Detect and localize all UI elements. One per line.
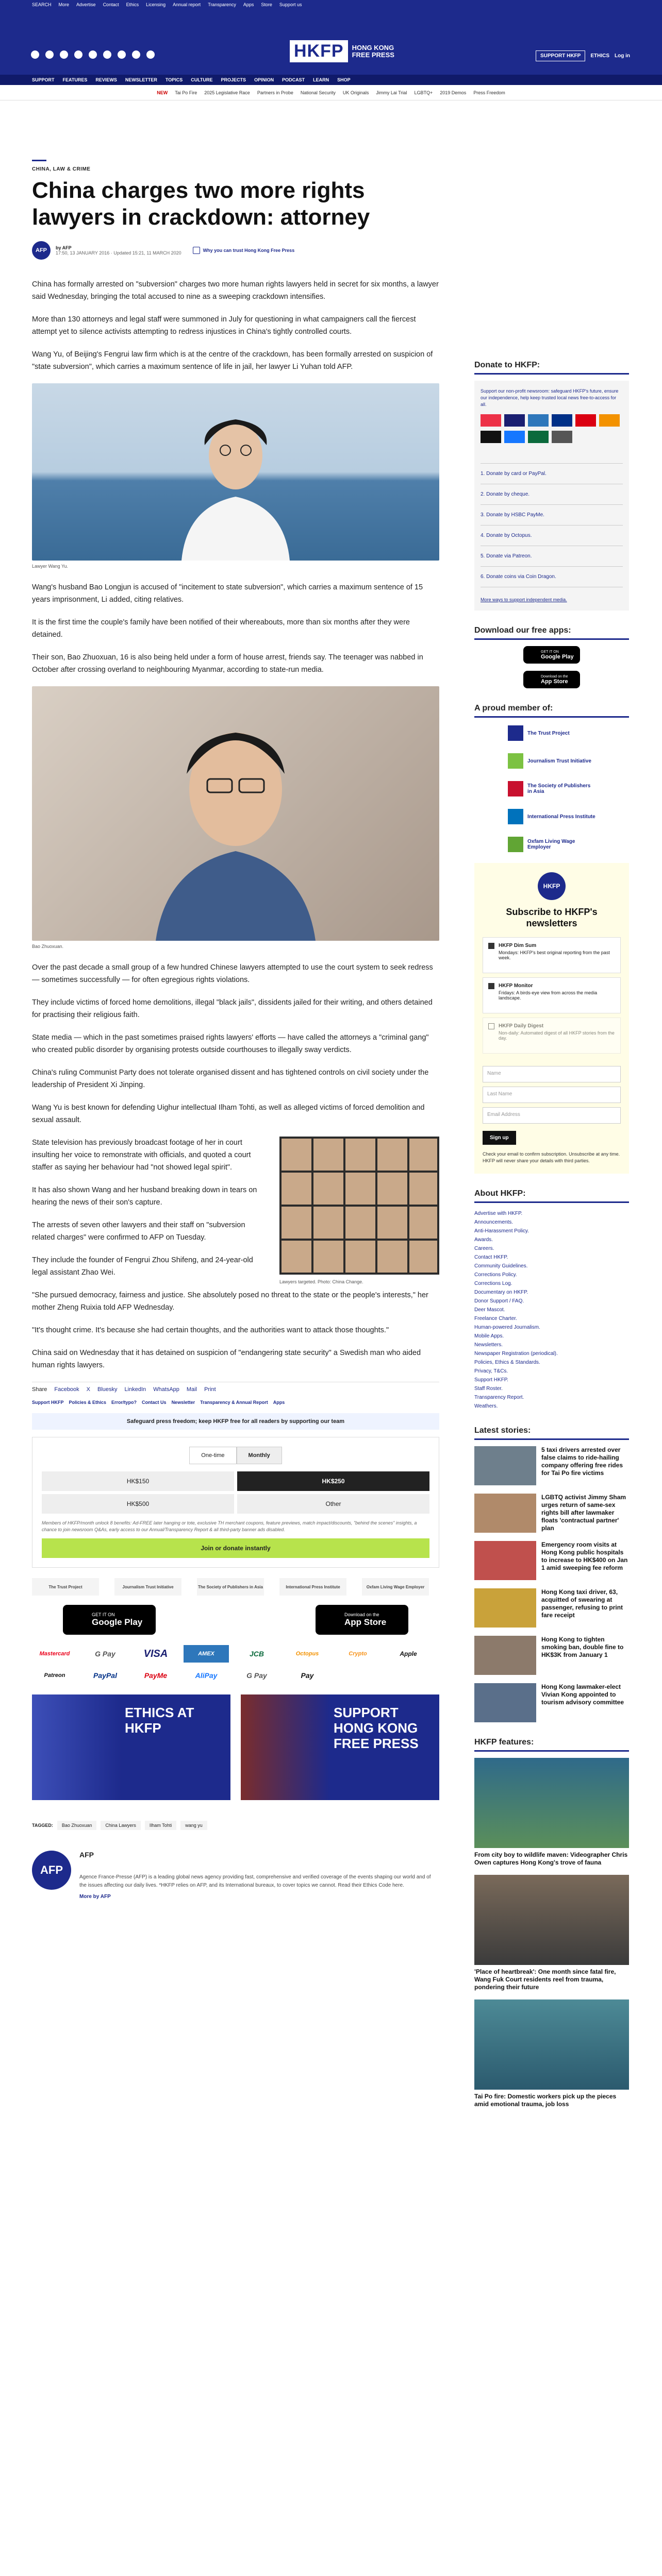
lawyers-grid [279,1137,439,1275]
donate-panel [474,381,629,611]
article-paragraph: State media — which in the past sometimes praised rights lawyers' efforts — have called the attorneys a "criminal gang" who created public disorder by organising protests outside courthouses to illegally sway verdicts. [32,1033,429,1054]
about-link[interactable]: Newsletters. [474,1342,503,1348]
link-error[interactable]: Error/typo? [111,1400,137,1405]
photo-caption: Lawyer Wang Yu. [32,564,69,569]
newsletter-name: HKFP Dim Sum [499,943,537,948]
trending-item[interactable]: LGBTQ+ [414,90,433,95]
sidebar [474,361,629,2116]
trending-item[interactable]: 2025 Legislative Race [204,90,250,95]
trending-item[interactable]: Partners in Probe [257,90,293,95]
nav-projects[interactable]: PROJECTS [221,77,246,82]
sopa-icon [508,781,523,796]
jti-icon [508,753,523,769]
tag[interactable]: Ilham Tohti [145,1821,176,1830]
donate-option-payme[interactable]: 3. Donate by HSBC PayMe. [481,505,623,526]
latest-story[interactable] [474,1588,629,1628]
alipay-logo: AliPay [195,1671,218,1680]
article-paragraph: "It's thought crime. It's because she had certain thoughts, and the authorities want to attack those thoughts." [32,1326,389,1334]
article-category[interactable]: CHINA, LAW & CRIME [32,160,439,172]
article-paragraph: Over the past decade a small group of a few hundred Chinese lawyers attempted to use the court system to seek redress — sometimes successfully — for often egregious rights violations. [32,963,433,984]
publish-date: 17:50, 13 JANUARY 2016 [56,250,110,256]
about-link[interactable]: Deer Mascot. [474,1307,505,1313]
latest-story[interactable] [474,1494,629,1533]
article-paragraph: They include the founder of Fengrui Zhou Shifeng, and 24-year-old legal assistant Zhao Wei. [32,1256,253,1277]
x-icon[interactable] [45,50,54,59]
story-title[interactable]: Emergency room visits at Hong Kong public hospitals to increase to HK$400 on Jan 1 amid sweeping fee reform [541,1541,628,1571]
amount-option-other[interactable]: Other [237,1494,429,1514]
as-label: App Store [541,678,568,685]
article-paragraph: More than 130 attorneys and legal staff were summoned in July for questioning in what campaigners call the fiercest attempt yet to silence activists attempting to redress injustices in China's tightly controlled courts. [32,315,416,336]
about-link[interactable]: Transparency Report. [474,1395,524,1400]
newsletter-name: HKFP Daily Digest [499,1023,544,1029]
donate-option-cheque[interactable]: 2. Donate by cheque. [481,484,623,505]
story-title[interactable]: Hong Kong taxi driver, 63, acquitted of swearing at passenger, refusing to print fare receipt [541,1588,623,1619]
trending-item[interactable]: Tai Po Fire [175,90,197,95]
as-label: App Store [344,1617,387,1627]
story-thumbnail[interactable] [474,1494,536,1533]
as-top: Download on the [344,1612,379,1617]
latest-story[interactable] [474,1541,629,1580]
google-play-button[interactable] [63,1605,156,1635]
byline: AFP by AFP 17:50, 13 JANUARY 2016 · Updated 15:21, 11 MARCH 2020 Why you can trust Hong Kong Free Press [32,241,439,260]
member-name: The Society of Publishers in Asia [527,783,591,794]
payment-methods [32,1645,439,1684]
as-top: Download on the [541,674,568,679]
nav-podcast[interactable]: PODCAST [282,77,305,82]
tag[interactable]: Bao Zhuoxuan [57,1821,97,1830]
jti-logo[interactable]: Journalism Trust Initiative [114,1578,181,1596]
ethics-link[interactable]: Ethics [126,2,139,7]
sidebar-app-store[interactable] [523,671,580,688]
article [32,160,439,1900]
about-link[interactable]: Mobile Apps. [474,1333,504,1339]
annual-report-link[interactable]: Annual report [173,2,201,7]
article-footer-links [32,1400,439,1405]
photo-caption: Bao Zhuoxuan. [32,944,64,949]
latest-story[interactable] [474,1446,629,1485]
signup-button[interactable]: Sign up [483,1131,516,1145]
share-linkedin[interactable]: LinkedIn [124,1386,146,1393]
photo-caption: Lawyers targeted. Photo: China Change. [279,1279,363,1284]
oxfam-icon [508,837,523,852]
crypto-logo: Crypto [349,1651,367,1657]
features-list [474,1758,629,2108]
octopus-logo: Octopus [295,1651,319,1657]
about-list [474,1209,629,1411]
gpay-logo-2: G Pay [246,1671,267,1680]
article-paragraph: It has also shown Wang and her husband breaking down in tears on hearing the news of their son's capture. [32,1186,257,1207]
nav-culture[interactable]: CULTURE [191,77,213,82]
trust-project-logo[interactable]: The Trust Project [32,1578,99,1596]
gpay-logo: G Pay [95,1650,115,1658]
article-paragraph: China's ruling Communist Party does not tolerate organised dissent and has tightened controls on civil society under the leadership of President Xi Jinping. [32,1069,429,1089]
trending-item[interactable]: National Security [300,90,336,95]
donate-text[interactable]: Support our non-profit newsroom: safeguard HKFP's future, ensure our independence, help keep trusted local news free-to-access for all. [481,388,619,407]
paypal-logo: PayPal [93,1671,117,1680]
nav-newsletter[interactable]: NEWSLETTER [125,77,157,82]
article-paragraph: China has formally arrested on "subversion" charges two more human rights lawyers held in secret for six months, a lawyer said Wednesday, bringing the total accused to nine as a sweeping crackdown intensifies. [32,280,439,301]
author-box-avatar[interactable]: AFP [32,1851,71,1890]
feature-story[interactable] [474,1875,629,1991]
share-bluesky[interactable]: Bluesky [97,1386,118,1393]
about-link[interactable]: Awards. [474,1237,493,1243]
freq-monthly[interactable]: Monthly [237,1447,282,1464]
share-whatsapp[interactable]: WhatsApp [153,1386,179,1393]
facebook-icon[interactable] [31,50,39,59]
support-us-link[interactable]: Support us [279,2,302,7]
trending-bar [0,85,662,100]
feature-thumbnail[interactable] [474,1999,629,2090]
member-name: The Trust Project [527,730,570,736]
about-heading: About HKFP: [474,1189,629,1203]
email-field[interactable]: Email Address [483,1107,621,1124]
checkbox-checked-icon[interactable] [488,943,494,949]
jti-logo[interactable] [508,752,595,770]
newsletter-option[interactable] [483,1018,621,1054]
about-link[interactable]: Anti-Harassment Policy. [474,1228,529,1234]
donation-note: Members of HKFP/month unlock 8 benefits: Ad-FREE later hanging or tote, exclusive TH merchant coupons, feature previews, match impact/discounts, "behind the scenes" insights, a chance to join newsroom Q&As, early access to our Annual/Transparency Report & all third-party banner ads disabled. [42,1520,417,1532]
feature-thumbnail[interactable] [474,1875,629,1965]
about-link[interactable]: Policies, Ethics & Standards. [474,1360,540,1365]
transparency-link[interactable]: Transparency [208,2,236,7]
nav-support[interactable]: SUPPORT [32,77,55,82]
app-store-button[interactable] [316,1605,408,1635]
trust-project-logo[interactable] [508,724,595,742]
link-apps[interactable]: Apps [273,1400,285,1405]
about-link[interactable]: Advertise with HKFP. [474,1211,523,1216]
article-paragraph: They include victims of forced home demolitions, illegal "black jails", dissidents jailed for their writing, and others detained for practising their religious faith. [32,998,433,1019]
lawyers-grid-photo [279,1137,439,1284]
name-field[interactable]: Name [483,1066,621,1082]
gp-label: Google Play [541,653,574,660]
payme-logo: PayMe [144,1671,168,1680]
tags [32,1821,439,1830]
store-link[interactable]: Store [261,2,272,7]
about-link[interactable]: Newspaper Registration (periodical). [474,1351,558,1357]
story-thumbnail[interactable] [474,1683,536,1722]
article-paragraph: "She pursued democracy, fairness and justice. She absolutely posed no threat to the state or the people's interests," her mother Zheng Ruixia told AFP Wednesday. [32,1291,428,1312]
about-link[interactable]: Corrections Log. [474,1281,512,1286]
share-bar [32,1382,439,1393]
main-nav [0,75,662,85]
about-link[interactable]: Support HKFP. [474,1377,508,1383]
join-donate-button[interactable]: Join or donate instantly [42,1538,429,1558]
member-name: Oxfam Living Wage Employer [527,839,575,850]
author-name[interactable]: by AFP [56,245,72,250]
member-heading: A proud member of: [474,704,629,718]
trending-item[interactable]: Press Freedom [473,90,505,95]
advertise-link[interactable]: Advertise [76,2,96,7]
search-link[interactable]: SEARCH [32,2,52,7]
oxfam-logo[interactable] [508,835,595,854]
sopa-logo[interactable]: The Society of Publishers in Asia [197,1578,264,1596]
rss-icon[interactable] [146,50,155,59]
trust-project-icon [508,725,523,741]
apple-logo: Apple [400,1650,417,1657]
nav-shop[interactable]: SHOP [337,77,351,82]
photo-bao-zhuoxuan [32,686,439,941]
about-link[interactable]: Announcements. [474,1219,514,1225]
bluesky-icon[interactable] [103,50,111,59]
article-paragraph: Wang Yu, of Beijing's Fengrui law firm which is at the centre of the crackdown, has been formally arrested on suspicion of "state subversion", which carries a maximum sentence of life in jail, her lawyer Li Yuhan told AFP. [32,350,433,371]
more-link[interactable]: More [58,2,70,7]
link-support[interactable]: Support HKFP [32,1400,64,1405]
safeguard-banner[interactable]: Safeguard press freedom; keep HKFP free for all readers by supporting our team [32,1413,439,1430]
feature-thumbnail[interactable] [474,1758,629,1848]
about-link[interactable]: Human-powered Journalism. [474,1325,540,1330]
nav-topics[interactable]: TOPICS [165,77,183,82]
donate-option-octopus[interactable]: 4. Donate by Octopus. [481,526,623,546]
share-x[interactable]: X [86,1386,91,1393]
newsletter-desc: Mondays: HKFP's best original reporting from the past week. [499,950,610,960]
donate-option-coins[interactable]: 6. Donate coins via Coin Dragon. [481,567,623,587]
about-link[interactable]: Staff Roster. [474,1386,503,1392]
author-avatar[interactable]: AFP [32,241,51,260]
story-thumbnail[interactable] [474,1446,536,1485]
telegram-icon[interactable] [132,50,140,59]
site-logo[interactable] [290,40,394,62]
photo-wang-yu [32,383,439,561]
checkbox-checked-icon[interactable] [488,983,494,989]
features-heading: HKFP features: [474,1738,629,1752]
ipi-logo[interactable] [508,807,595,826]
newsletter-desc: Fridays: A birds-eye view from across the media landscape. [499,990,598,1001]
about-link[interactable]: Privacy, T&Cs. [474,1368,508,1374]
amount-option[interactable]: HK$500 [42,1494,234,1514]
gp-top: GET IT ON [92,1612,115,1617]
site-header [0,9,662,86]
subscribe-logo: HKFP [538,872,566,900]
nav-learn[interactable]: LEARN [313,77,329,82]
contact-link[interactable]: Contact [103,2,119,7]
nav-opinion[interactable]: OPINION [254,77,274,82]
trending-item[interactable]: 2019 Demos [440,90,467,95]
about-link[interactable]: Donor Support / FAQ. [474,1298,524,1304]
share-mail[interactable]: Mail [186,1386,197,1393]
article-paragraph: The arrests of seven other lawyers and their staff on "subversion related charges" were confirmed to AFP on Tuesday. [32,1221,245,1242]
tag[interactable]: wang yu [180,1821,207,1830]
ipi-logo[interactable]: International Press Institute [279,1578,346,1596]
jcb-logo: JCB [249,1650,264,1658]
licensing-link[interactable]: Licensing [146,2,166,7]
latest-heading: Latest stories: [474,1426,629,1440]
feature-title[interactable]: 'Place of heartbreak': One month since fatal fire, Wang Fuk Court residents reel from trauma, pondering their future [474,1968,616,1991]
apps-heading: Download our free apps: [474,626,629,640]
gp-top: GET IT ON [541,650,559,654]
logo-line-2: FREE PRESS [352,50,394,59]
feature-story[interactable] [474,1758,629,1867]
trending-item[interactable]: UK Originals [342,90,369,95]
newsletter-name: HKFP Monitor [499,983,533,989]
feature-story[interactable] [474,1999,629,2108]
subscribe-heading: Subscribe to HKFP's newsletters [506,907,598,928]
amount-option-selected[interactable]: HK$250 [237,1471,429,1491]
member-name: International Press Institute [527,814,595,820]
tag[interactable]: China Lawyers [101,1821,141,1830]
freq-one-time[interactable]: One-time [189,1447,236,1464]
ipi-icon [508,809,523,824]
link-newsletter[interactable]: Newsletter [171,1400,195,1405]
article-paragraph: Their son, Bao Zhuoxuan, 16 is also being held under a form of house arrest, friends say. The teenager was nabbed in October after crossing overland to neighbouring Myanmar, according to state-run media. [32,653,423,674]
share-print[interactable]: Print [204,1386,216,1393]
story-thumbnail[interactable] [474,1636,536,1675]
about-link[interactable]: Documentary on HKFP. [474,1290,528,1295]
story-title[interactable]: Hong Kong lawmaker-elect Vivian Kong appointed to tourism advisory committee [541,1683,624,1706]
trending-label: NEW [157,90,168,95]
social-icons [31,50,155,59]
feature-title[interactable]: Tai Po fire: Domestic workers pick up the pieces amid emotional trauma, job loss [474,2093,617,2108]
article-paragraph: It is the first time the couple's family have been notified of their whereabouts, more than six months after they were detained. [32,618,410,639]
about-link[interactable]: Corrections Policy. [474,1272,517,1278]
applepay-logo: Pay [301,1671,314,1680]
about-link[interactable]: Contact HKFP. [474,1255,508,1260]
login-button[interactable]: Log in [615,53,630,59]
threads-icon[interactable] [89,50,97,59]
about-link[interactable]: Community Guidelines. [474,1263,528,1269]
story-title[interactable]: Hong Kong to tighten smoking ban, double fine to HK$3K from January 1 [541,1636,624,1658]
amount-option[interactable]: HK$150 [42,1471,234,1491]
latest-list [474,1446,629,1722]
newsletter-option[interactable] [483,937,621,973]
member-logos-row [32,1578,439,1596]
utility-bar [0,0,662,9]
story-thumbnail[interactable] [474,1541,536,1580]
updated-date: Updated 15:21, 11 MARCH 2020 [113,250,181,256]
last-name-field[interactable]: Last Name [483,1087,621,1103]
donate-option-patreon[interactable]: 5. Donate via Patreon. [481,546,623,567]
author-box-bio: Agence France-Presse (AFP) is a leading global news agency providing fast, comprehensive and verified coverage of the events shaping our world and of the issues affecting our daily lives. *HKFP relies on AFP, and its International bureaux, to cover topics we cannot. Read their Ethics Code here. [79,1874,431,1888]
oxfam-logo[interactable]: Oxfam Living Wage Employer [362,1578,429,1596]
more-ways-link[interactable]: More ways to support independent media. [481,597,567,602]
linkedin-icon[interactable] [118,50,126,59]
about-link[interactable]: Careers. [474,1246,494,1251]
donate-heading: Donate to HKFP: [474,361,629,375]
signup-note: Check your email to confirm subscription. Unsubscribe at any time. HKFP will never share your details with third parties. [483,1151,620,1163]
patreon-logo: Patreon [44,1672,65,1679]
more-by-author-link[interactable]: More by AFP [79,1894,111,1900]
youtube-icon[interactable] [74,50,82,59]
newsletter-signup [474,863,629,1174]
author-box-name[interactable]: AFP [79,1851,94,1859]
member-name: Journalism Trust Initiative [527,758,591,764]
mastercard-logo: Mastercard [39,1651,70,1657]
support-promo-video[interactable]: SUPPORT HONG KONG FREE PRESS [241,1694,439,1800]
instagram-icon[interactable] [60,50,68,59]
tags-label: TAGGED: [32,1823,53,1828]
logo-mark: HKFP [290,40,348,62]
sidebar-google-play[interactable] [523,646,580,664]
donation-widget [32,1437,439,1568]
ethics-button[interactable]: ETHICS [590,53,609,59]
story-thumbnail[interactable] [474,1588,536,1628]
link-policies[interactable]: Policies & Ethics [69,1400,107,1405]
checkbox-icon[interactable] [488,1023,494,1029]
donate-option-card[interactable]: 1. Donate by card or PayPal. [481,464,623,484]
article-title: China charges two more rights lawyers in crackdown: attorney [32,178,370,230]
newsletter-desc: Non-daily: Automated digest of all HKFP stories from the day. [499,1030,615,1041]
article-paragraph: Wang's husband Bao Longjun is accused of "incitement to state subversion", which carries a maximum sentence of 15 years imprisonment, Li added, citing relatives. [32,583,423,604]
link-transparency[interactable]: Transparency & Annual Report [200,1400,268,1405]
trust-link[interactable]: Why you can trust Hong Kong Free Press [203,248,295,253]
visa-logo: VISA [143,1648,168,1659]
ethics-promo-video[interactable]: ETHICS AT HKFP [32,1694,230,1800]
payment-icons-sidebar [481,414,623,445]
story-title[interactable]: 5 taxi drivers arrested over false claims to ride-hailing company offering free rides for Tai Po fire victims [541,1446,623,1477]
author-box [32,1851,439,1900]
article-paragraph: China said on Wednesday that it has detained on suspicion of "endangering state security" a Swedish man who aided human rights lawyers. [32,1349,421,1369]
newsletter-option[interactable] [483,977,621,1013]
apps-link[interactable]: Apps [243,2,254,7]
story-title[interactable]: LGBTQ activist Jimmy Sham urges return of same-sex rights bill after lawmaker floats 'contractual partner' plan [541,1494,626,1532]
support-hkfp-button[interactable]: SUPPORT HKFP [536,50,585,61]
latest-story[interactable] [474,1683,629,1722]
article-paragraph: State television has previously broadcast footage of her in court insulting her voice to remonstrate with officials, and quoted a court staffer as saying her behaviour had "not showed legal spirit". [32,1139,251,1172]
wang-yu-portrait [32,383,439,561]
sopa-logo[interactable] [508,779,595,798]
link-contact[interactable]: Contact Us [142,1400,167,1405]
bao-zhuoxuan-portrait [32,686,439,941]
latest-story[interactable] [474,1636,629,1675]
nav-features[interactable]: FEATURES [62,77,88,82]
about-link[interactable]: Freelance Charter. [474,1316,517,1321]
trending-item[interactable]: Jimmy Lai Trial [376,90,407,95]
gp-label: Google Play [92,1617,143,1627]
share-label: Share [32,1386,47,1393]
trust-icon [193,247,200,254]
about-link[interactable]: Weathers. [474,1403,498,1409]
feature-title[interactable]: From city boy to wildlife maven: Videographer Chris Owen captures Hong Kong's trove of fauna [474,1851,628,1866]
amex-logo: AMEX [184,1645,229,1663]
logo-line-1: HONG KONG [352,43,394,52]
share-facebook[interactable]: Facebook [54,1386,79,1393]
nav-reviews[interactable]: REVIEWS [95,77,117,82]
article-paragraph: Wang Yu is best known for defending Uighur intellectual Ilham Tohti, as well as alleged victims of forced demolition and sexual assault. [32,1104,425,1124]
